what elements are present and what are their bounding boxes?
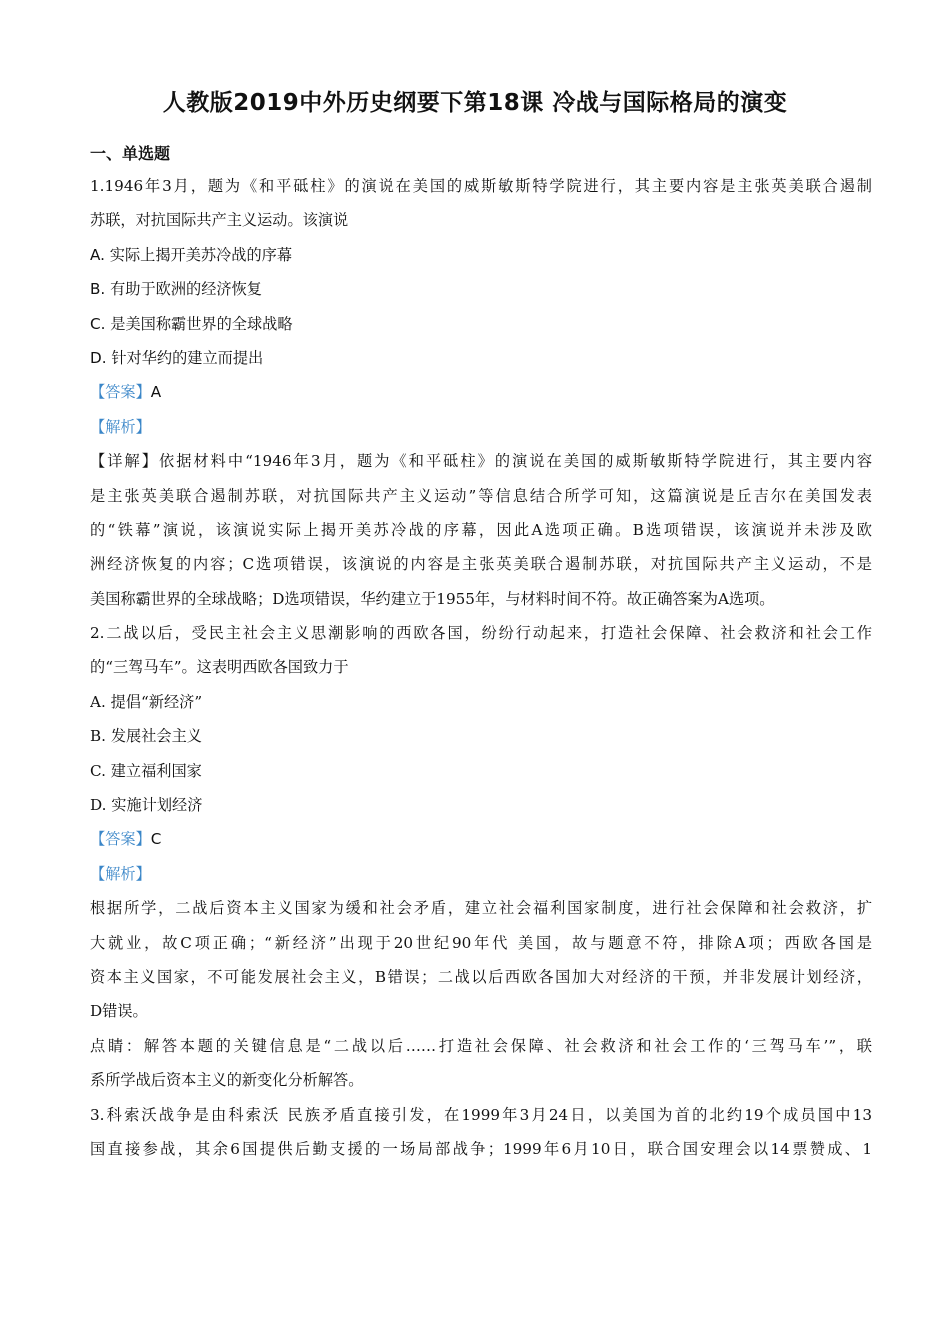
q2-analysis-heading (90, 860, 872, 894)
q1-detail-line-5: 美国称霸世界的全球战略；D选项错误，华约建立于1955年，与材料时间不符。故正确答案为A选项。 (90, 589, 775, 608)
section-heading: 一、单选题 (90, 144, 171, 163)
q2-analysis-line-1: 根据所学，二战后资本主义国家为缓和社会矛盾，建立社会福利国家制度，进行社会保障和社会救济，扩 (90, 899, 872, 918)
q1-stem-line-1: 1.1946年3月，题为《和平砥柱》的演说在美国的威斯敏斯特学院进行，其主要内容是主张英美联合遏制 (90, 177, 872, 195)
q2-analysis-line-4: D错误。 (90, 1002, 148, 1021)
q2-option-d: D. 实施计划经济 (90, 796, 203, 815)
q1-detail-line-3: 的“铁幕”演说，该演说实际上揭开美苏冷战的序幕，因此A选项正确。B选项错误，该演说并未涉及欧 (90, 520, 872, 539)
q1-option-b: B. 有助于欧洲的经济恢复 (90, 280, 262, 299)
q2-answer (90, 825, 872, 859)
q1-detail-line-1 (90, 447, 872, 481)
q1-analysis-tag: 【解析】 (90, 417, 151, 436)
page-title: 人教版2019中外历史纲要下第18课 冷战与国际格局的演变 (162, 90, 788, 116)
q3-stem-line-1: 3.科索沃战争是由科索沃 民族矛盾直接引发，在1999年3月24日，以美国为首的北约19个成员国中13 (90, 1105, 872, 1124)
q1-option-c: C. 是美国称霸世界的全球战略 (90, 314, 293, 333)
document-body (90, 172, 872, 1169)
q1-detail-line-2: 是主张英美联合遏制苏联，对抗国际共产主义运动”等信息结合所学可知，这篇演说是丘吉尔在美国发表 (90, 486, 872, 505)
q1-option-d: D. 针对华约的建立而提出 (90, 348, 264, 367)
q2-analysis-tag: 【解析】 (90, 864, 151, 883)
q2-stem-line-2: 的“三驾马车”。这表明西欧各国致力于 (90, 658, 349, 677)
q1-answer (90, 378, 872, 412)
q2-option-b: B. 发展社会主义 (90, 727, 202, 746)
q2-answer-value: C (150, 830, 162, 849)
q1-option-a: A. 实际上揭开美苏冷战的序幕 (90, 245, 293, 264)
q1-answer-value: A (150, 383, 162, 402)
q2-analysis-line-2: 大就业，故C项正确；“新经济”出现于20世纪90年代 美国，故与题意不符，排除A项；西欧各国是 (90, 933, 872, 952)
q2-tip-line-1: 点睛：解答本题的关键信息是“二战以后……打造社会保障、社会救济和社会工作的‘三驾马车’”，联 (90, 1036, 872, 1055)
q1-detail-text-1: 依据材料中“1946年3月，题为《和平砥柱》的演说在美国的威斯敏斯特学院进行，其主要内容 (158, 452, 872, 471)
q1-detail-tag: 【详解】 (90, 452, 159, 471)
q2-option-a: A. 提倡“新经济” (90, 692, 203, 711)
q1-detail-line-4: 洲经济恢复的内容；C选项错误，该演说的内容是主张英美联合遏制苏联，对抗国际共产主义运动，不是 (90, 555, 872, 574)
q2-analysis-line-3: 资本主义国家，不可能发展社会主义，B错误；二战以后西欧各国加大对经济的干预，并非发展计划经济， (90, 967, 872, 986)
q2-tip-line-2: 系所学战后资本主义的新变化分析解答。 (90, 1071, 364, 1090)
q1-answer-tag: 【答案】 (90, 383, 151, 402)
q1-stem-line-2: 苏联，对抗国际共产主义运动。该演说 (90, 211, 349, 230)
q2-answer-tag: 【答案】 (90, 830, 151, 849)
q2-option-c: C. 建立福利国家 (90, 761, 202, 780)
q2-stem-line-1: 2.二战以后，受民主社会主义思潮影响的西欧各国，纷纷行动起来，打造社会保障、社会救济和社会工作 (90, 624, 872, 643)
q3-stem-line-2: 国直接参战，其余6国提供后勤支援的一场局部战争；1999年6月10日，联合国安理会以14票赞成、1 (90, 1139, 872, 1158)
q1-analysis-heading (90, 413, 872, 447)
